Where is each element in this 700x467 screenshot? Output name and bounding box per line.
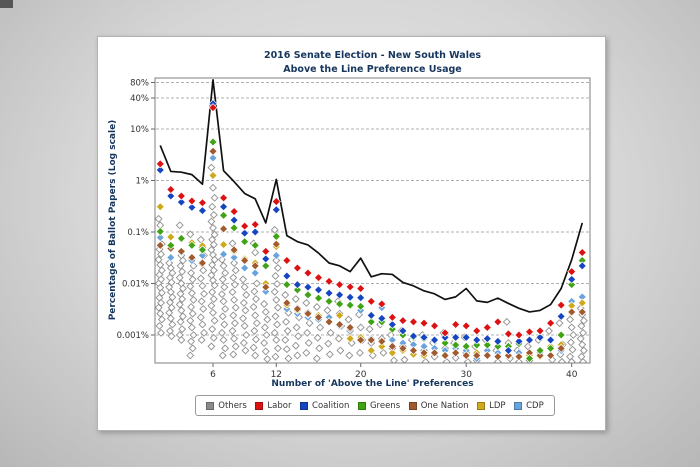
legend-item-others (206, 401, 247, 411)
legend-label: CDP (526, 400, 544, 411)
legend-item-greens (358, 401, 400, 411)
y-tick-label: 0.001% (116, 331, 149, 341)
legend-swatch-greens (358, 402, 366, 410)
legend-item-coalition (300, 401, 349, 411)
legend-label: Labor (267, 400, 292, 411)
y-tick-label: 80% (130, 78, 149, 89)
legend-item-one-nation (409, 401, 469, 411)
legend-swatch-others (206, 402, 214, 410)
legend-label: Greens (369, 400, 401, 411)
chart-title-line2: Above the Line Preference Usage (283, 64, 462, 75)
y-tick-label: 0.01% (121, 279, 149, 290)
x-tick-label: 6 (210, 370, 216, 380)
legend-label: One Nation (420, 400, 469, 411)
legend-swatch-ldp (477, 402, 485, 410)
x-axis-title: Number of 'Above the Line' Preferences (271, 379, 474, 389)
legend-swatch-labor (255, 402, 263, 410)
x-tick-label: 40 (565, 370, 578, 380)
x-tick-label: 30 (460, 370, 472, 380)
y-tick-label: 10% (130, 125, 149, 135)
x-tick-label: 12 (270, 370, 283, 380)
legend-item-ldp (477, 401, 505, 411)
legend-label: Others (218, 400, 247, 411)
legend-swatch-cdp (514, 402, 522, 410)
legend-item-labor (255, 401, 291, 411)
legend-label: LDP (489, 400, 506, 411)
y-tick-label: 40% (130, 93, 149, 104)
y-axis-title: Percentage of Ballot Papers (Log scale) (108, 119, 118, 321)
y-tick-label: 1% (135, 176, 149, 187)
legend-label: Coalition (312, 400, 350, 411)
x-tick-label: 20 (354, 370, 367, 380)
legend (195, 395, 555, 416)
legend-swatch-coalition (300, 402, 308, 410)
y-tick-label: 0.1% (127, 228, 149, 238)
legend-item-cdp (514, 401, 544, 411)
chart-title-line1: 2016 Senate Election - New South Wales (263, 50, 482, 61)
legend-swatch-one-nation (409, 402, 417, 410)
